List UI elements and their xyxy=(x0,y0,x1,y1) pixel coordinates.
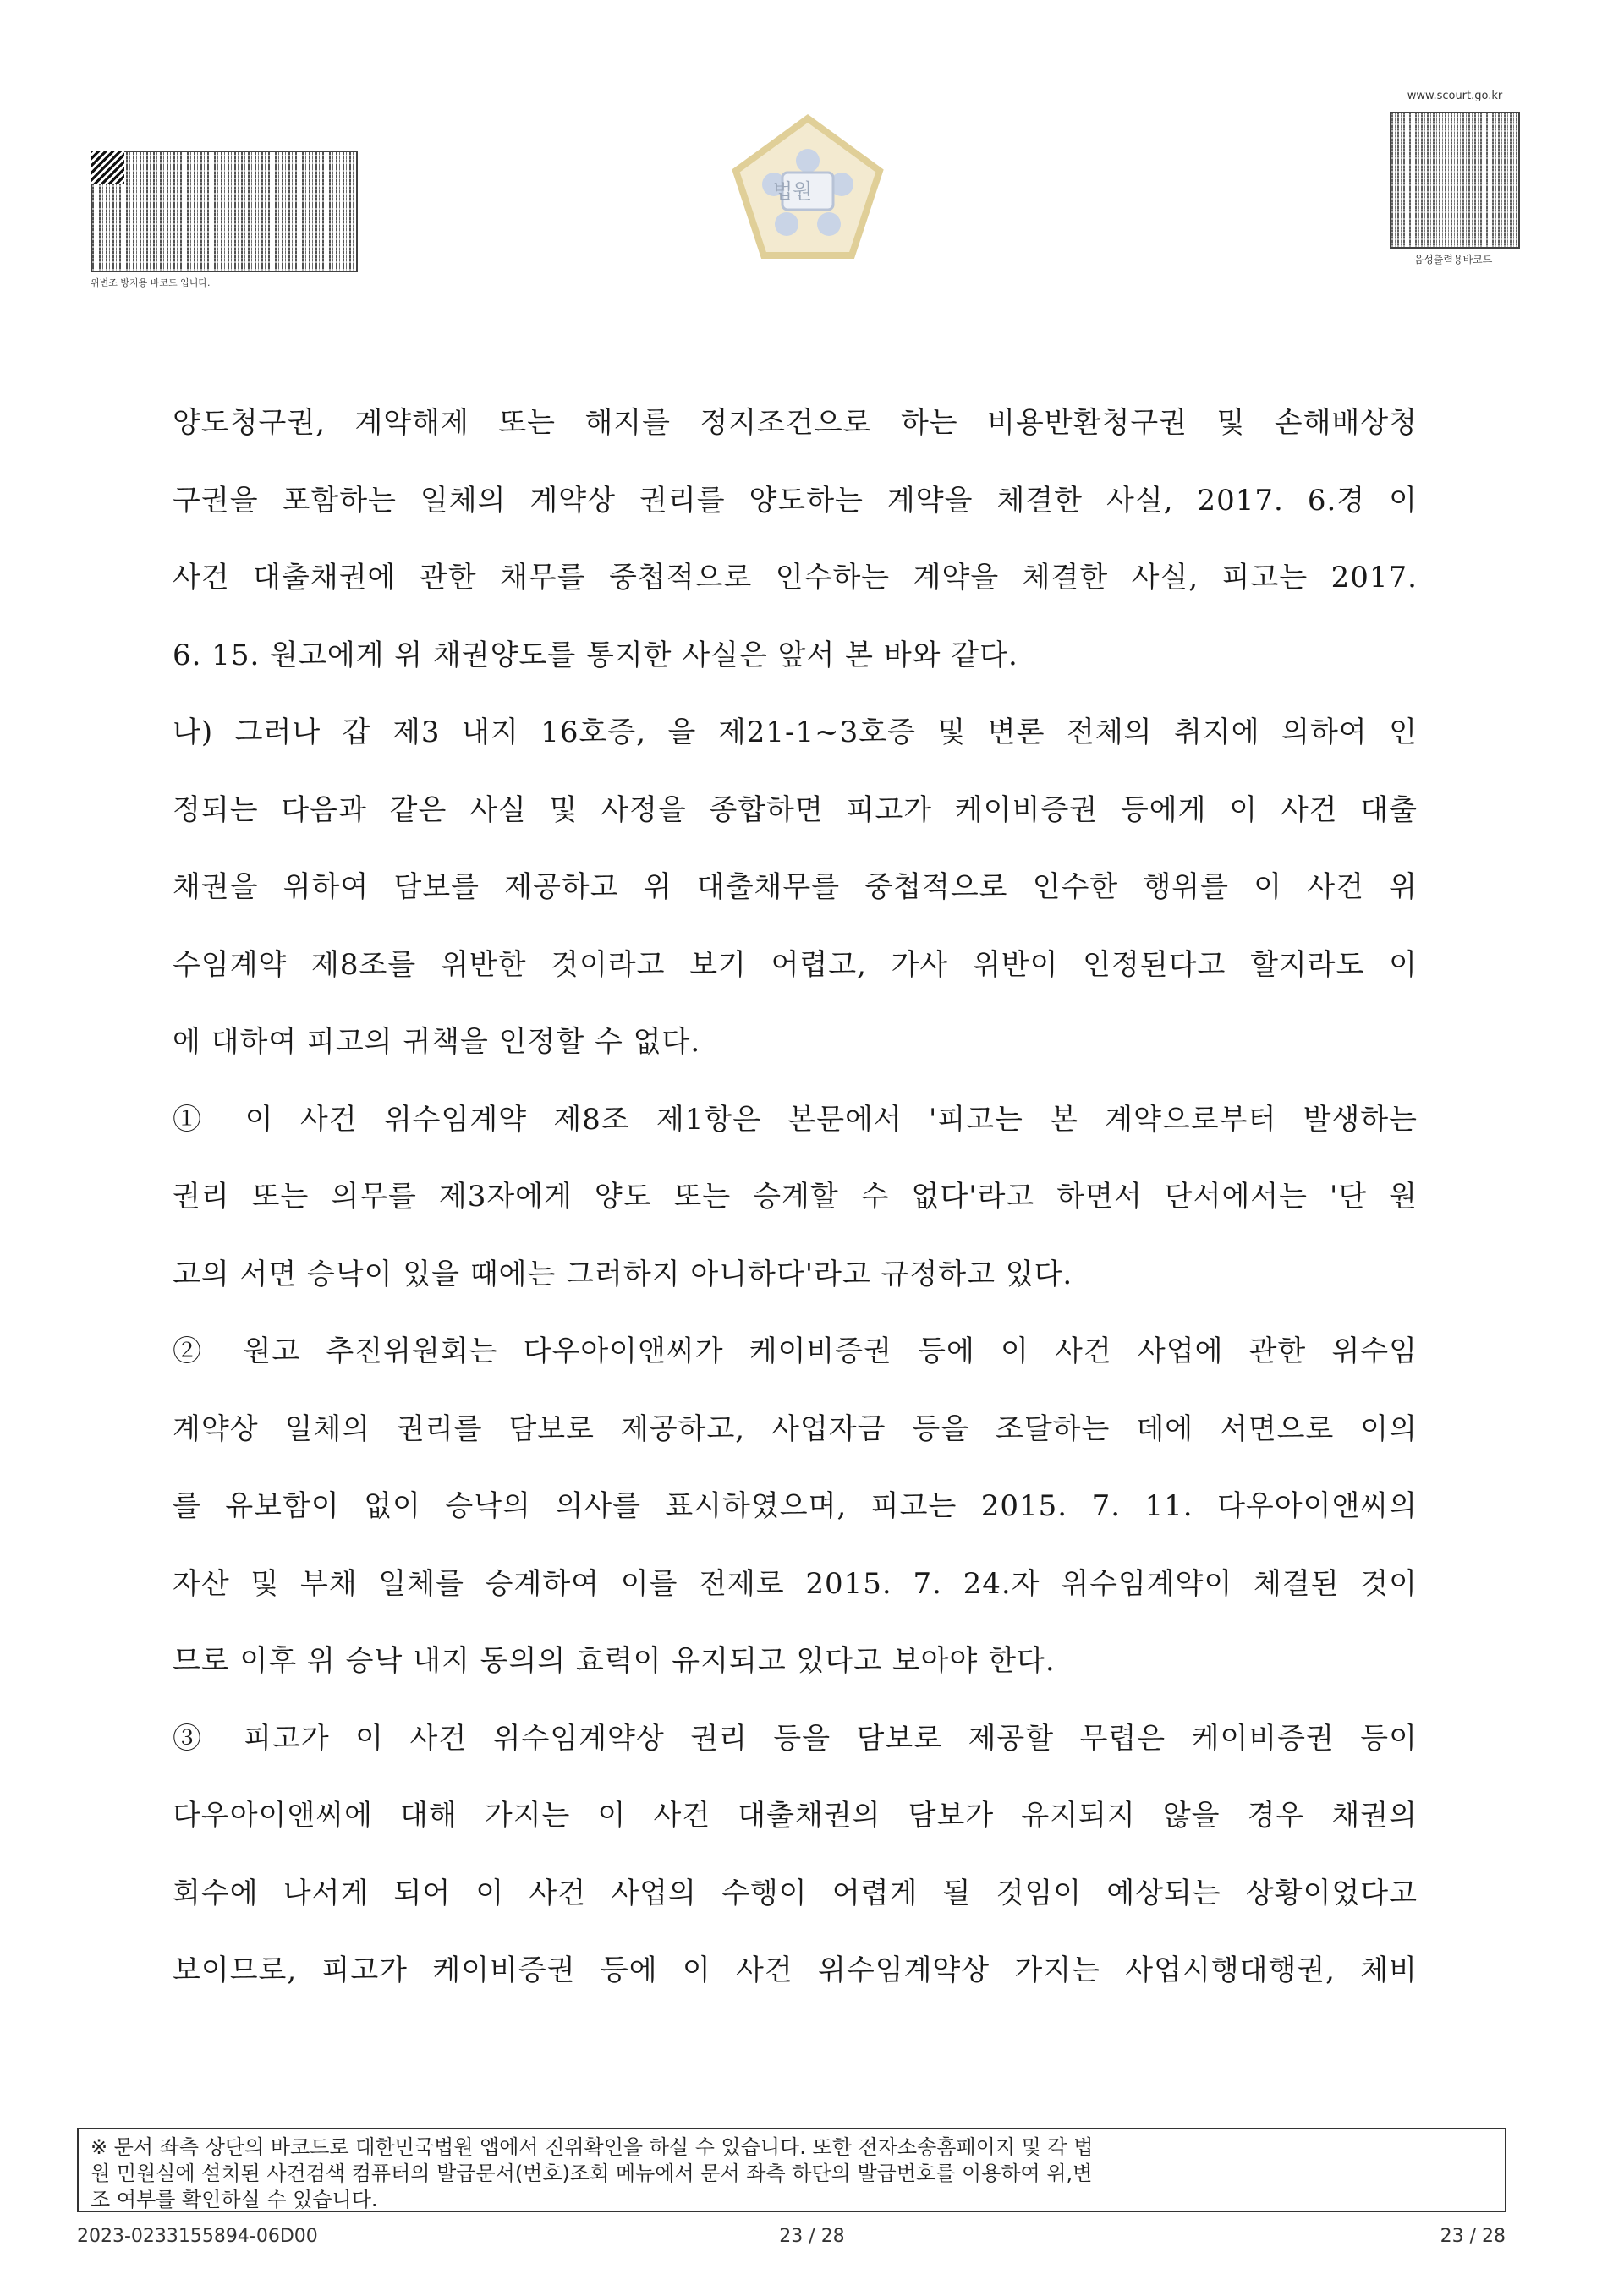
notice-line: 원 민원실에 설치된 사건검색 컴퓨터의 발급문서(번호)조회 메뉴에서 문서 좌측 하단의 발급번호를 이용하여 위,변 xyxy=(91,2162,1093,2185)
body-line: 채권을 위하여 담보를 제공하고 위 대출채무를 중첩적으로 인수한 행위를 이 사건 위 xyxy=(173,870,1418,904)
document-issue-number: 2023-0233155894-06D00 xyxy=(77,2226,318,2247)
notice-line: ※ 문서 좌측 상단의 바코드로 대한민국법원 앱에서 진위확인을 하실 수 있습니다. 또한 전자소송홈페이지 및 각 법 xyxy=(91,2135,1094,2159)
body-line: 정되는 다음과 같은 사실 및 사정을 종합하면 피고가 케이비증권 등에게 이 사건 대출 xyxy=(173,792,1418,827)
body-line: 보이므로, 피고가 케이비증권 등에 이 사건 위수임계약상 가지는 사업시행대행권, 체비 xyxy=(173,1954,1418,1987)
emblem-label: 법원 xyxy=(772,179,813,203)
body-line: ② 원고 추진위원회는 다우아이앤씨가 케이비증권 등에 이 사건 사업에 관한 위수임 xyxy=(173,1334,1418,1368)
body-line: 수임계약 제8조를 위반한 것이라고 보기 어렵고, 가사 위반이 인정된다고 할지라도 이 xyxy=(173,947,1418,982)
body-line: 회수에 나서게 되어 이 사건 사업의 수행이 어렵게 될 것임이 예상되는 상황이었다고 xyxy=(173,1876,1418,1910)
body-line: 다우아이앤씨에 대해 가지는 이 사건 대출채권의 담보가 유지되지 않을 경우 채권의 xyxy=(173,1799,1418,1833)
voice-output-barcode xyxy=(1390,112,1520,249)
body-line: 사건 대출채권에 관한 채무를 중첩적으로 인수하는 계약을 체결한 사실, 피고는 2017. xyxy=(173,561,1418,595)
body-line: 권리 또는 의무를 제3자에게 양도 또는 승계할 수 없다'라고 하면서 단서에서는 '단 원 xyxy=(173,1180,1418,1214)
notice-line: 조 여부를 확인하실 수 있습니다. xyxy=(91,2188,378,2211)
body-line: 6. 15. 원고에게 위 채권양도를 통지한 사실은 앞서 본 바와 같다. xyxy=(173,638,1018,672)
page-number-center: 23 / 28 xyxy=(779,2226,845,2247)
court-url: www.scourt.go.kr xyxy=(1407,90,1503,102)
verification-notice xyxy=(77,2128,1506,2212)
body-line: 계약상 일체의 권리를 담보로 제공하고, 사업자금 등을 조달하는 데에 서면으로 이의 xyxy=(173,1411,1418,1446)
body-line: 구권을 포함하는 일체의 계약상 권리를 양도하는 계약을 체결한 사실, 2017. 6.경 이 xyxy=(173,483,1418,518)
body-line: 고의 서면 승낙이 있을 때에는 그러하지 아니하다'라고 규정하고 있다. xyxy=(173,1257,1073,1291)
body-line: ③ 피고가 이 사건 위수임계약상 권리 등을 담보로 제공할 무렵은 케이비증권 등이 xyxy=(173,1721,1418,1756)
anti-forgery-barcode xyxy=(91,151,358,272)
body-line: ① 이 사건 위수임계약 제8조 제1항은 본문에서 '피고는 본 계약으로부터 발생하는 xyxy=(173,1102,1418,1137)
body-line: 를 유보함이 없이 승낙의 의사를 표시하였으며, 피고는 2015. 7. 11. 다우아이앤씨의 xyxy=(173,1489,1418,1523)
voice-output-barcode-caption: 음성출력용바코드 xyxy=(1413,254,1493,266)
page-number-right: 23 / 28 xyxy=(1440,2226,1506,2247)
anti-forgery-barcode-caption: 위변조 방지용 바코드 입니다. xyxy=(91,277,211,288)
body-line: 나) 그러나 갑 제3 내지 16호증, 을 제21-1~3호증 및 변론 전체의 취지에 의하여 인 xyxy=(173,715,1418,749)
body-line: 자산 및 부채 일체를 승계하여 이를 전제로 2015. 7. 24.자 위수임계약이 체결된 것이 xyxy=(173,1566,1418,1601)
judgment-body xyxy=(173,385,1418,2010)
body-line: 에 대하여 피고의 귀책을 인정할 수 없다. xyxy=(173,1025,701,1059)
body-line: 양도청구권, 계약해제 또는 해지를 정지조건으로 하는 비용반환청구권 및 손해배상청 xyxy=(173,406,1418,440)
barcode-corner-mark xyxy=(91,151,124,184)
body-line: 므로 이후 위 승낙 내지 동의의 효력이 유지되고 있다고 보아야 한다. xyxy=(173,1644,1056,1678)
